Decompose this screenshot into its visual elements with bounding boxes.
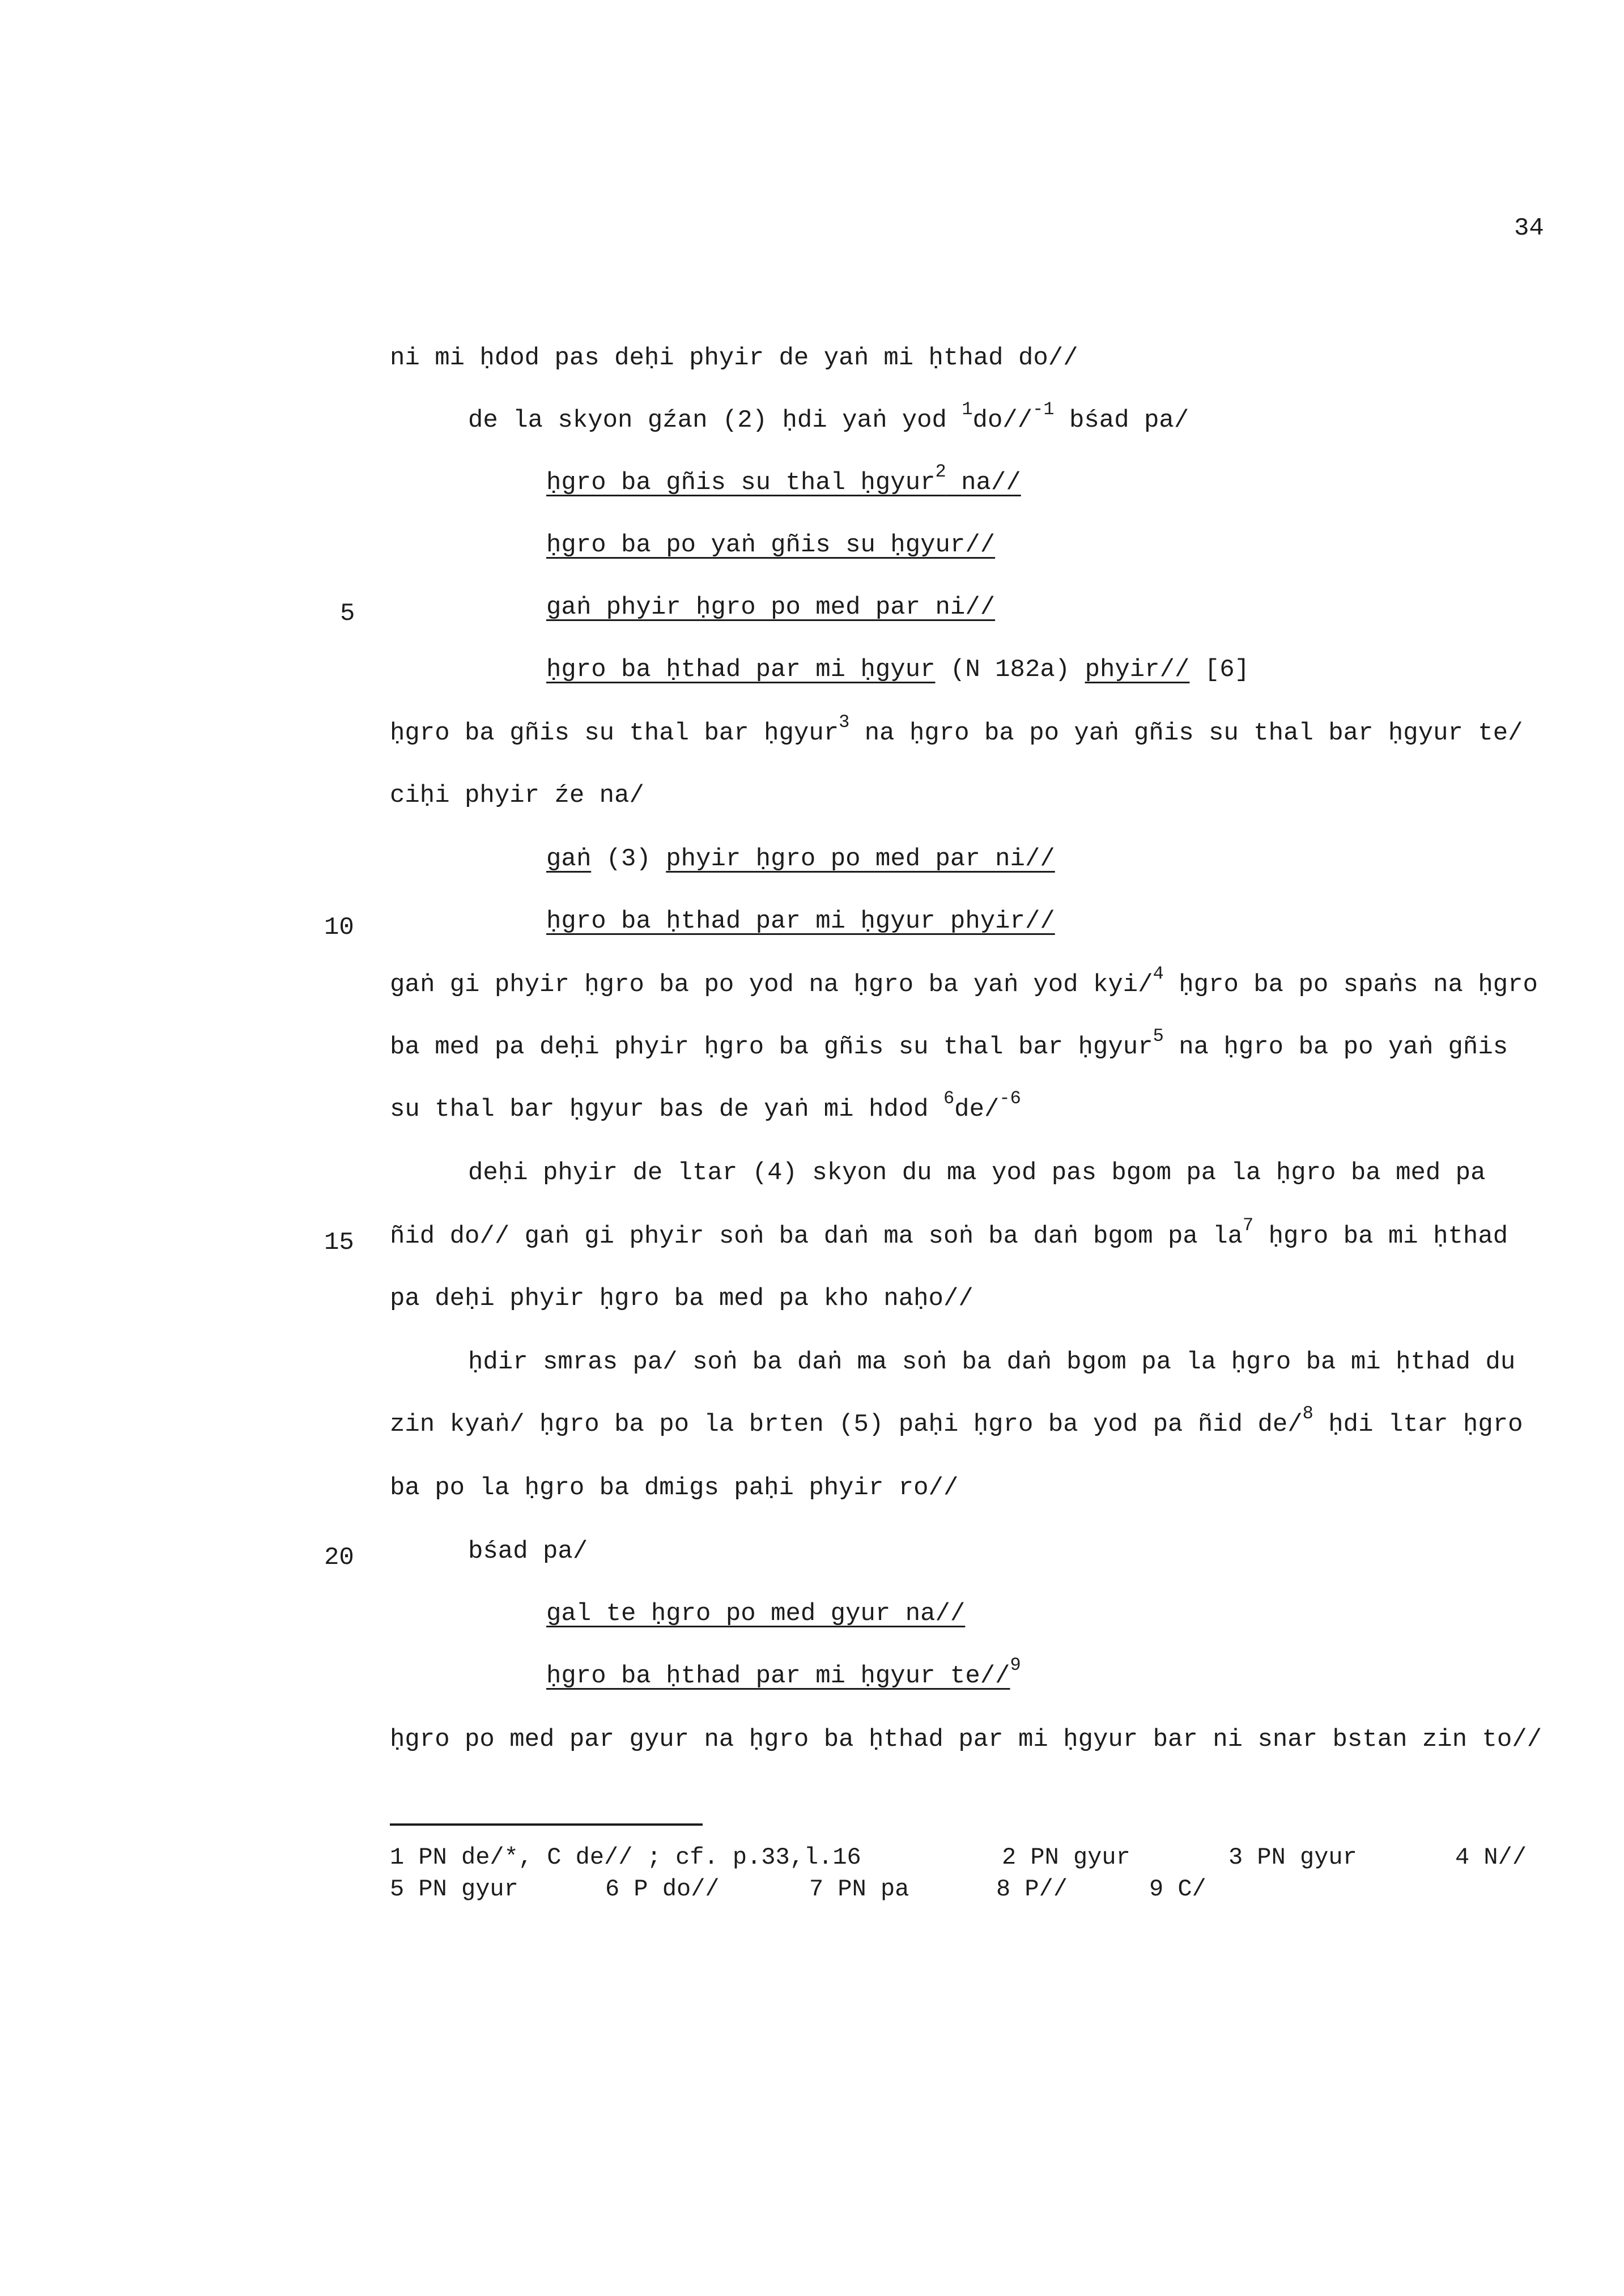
footnote-marker: -6 [999,1088,1021,1109]
footnote-marker: 5 [1153,1026,1164,1047]
footnote-marker: 3 [839,712,850,733]
footnote-marker: -1 [1032,399,1055,420]
footnote-marker: 7 [1243,1215,1254,1236]
text-span: (3) [591,845,666,873]
footnote-1: 1 PN de/*, C de// ; cf. p.33,l.16 [390,1844,861,1871]
line-number-15: 15 [324,1228,354,1257]
verse-line: gaṅ phyir ḥgro po med par ni// [546,593,996,622]
text-span: ḥgro ba ḥthad par mi ḥgyur [546,656,936,684]
text-span: gaṅ [546,845,592,873]
text-line: pa deḥi phyir ḥgro ba med pa kho naḥo// [390,1285,973,1313]
footnote-7: 7 PN pa [809,1876,909,1903]
text-line: ciḥi phyir źe na/ [390,781,644,810]
footnote-marker: 9 [1010,1655,1021,1676]
line-number-20: 20 [324,1544,354,1572]
footnote-9: 9 C/ [1149,1876,1206,1903]
footnote-8: 8 P// [996,1876,1068,1903]
footnote-5: 5 PN gyur [390,1876,518,1903]
verse-line [546,847,1055,871]
text-span: de/ [954,1095,1000,1124]
footnote-marker: 2 [935,461,946,482]
footnote-2: 2 PN gyur [1002,1844,1130,1871]
footnote-4: 4 N// [1455,1844,1527,1871]
text-line: ḥdir smras pa/ soṅ ba daṅ ma soṅ ba daṅ bgom pa la ḥgro ba mi ḥthad du [468,1348,1516,1376]
footnote-row [390,1844,1527,1871]
footnote-row [390,1876,1206,1903]
text-span: ba med pa deḥi phyir ḥgro ba gñis su thal bar ḥgyur [390,1033,1153,1061]
line-number-10: 10 [324,913,354,942]
line-number-5: 5 [340,599,355,628]
text-line [390,1403,1523,1439]
text-span: ḥgro ba mi ḥthad [1253,1222,1508,1251]
footnote-divider [390,1823,703,1826]
text-span: na ḥgro ba po yaṅ gñis su thal bar ḥgyur te/ [849,719,1523,747]
footnote-marker: 8 [1302,1403,1313,1424]
verse-line [546,1655,1021,1690]
text-span: (N 182a) [935,656,1085,684]
text-span: gaṅ gi phyir ḥgro ba po yod na ḥgro ba yaṅ yod kyi/ [390,971,1153,999]
text-span: de la skyon gźan (2) ḥdi yaṅ yod [468,406,962,435]
text-line: ni mi ḥdod pas deḥi phyir de yaṅ mi ḥthad do// [390,344,1078,372]
footnote-6: 6 P do// [605,1876,720,1903]
text-line [390,1026,1508,1061]
verse-line [546,461,1021,497]
text-line: ḥgro po med par gyur na ḥgro ba ḥthad par mi ḥgyur bar ni snar bstan zin to// [390,1725,1542,1754]
footnote-3: 3 PN gyur [1228,1844,1357,1871]
text-span: ḥgro ba gñis su thal ḥgyur [546,469,936,497]
text-line: ba po la ḥgro ba dmigs paḥi phyir ro// [390,1474,959,1502]
text-line: bśad pa/ [468,1537,588,1566]
text-span: zin kyaṅ/ ḥgro ba po la brten (5) paḥi ḥgro ba yod pa ñid de/ [390,1410,1303,1439]
text-line [390,1088,1021,1124]
footnote-marker: 1 [962,399,973,420]
footnote-marker: 6 [943,1088,955,1109]
text-line [468,399,1189,435]
verse-line: gal te ḥgro po med gyur na// [546,1600,966,1628]
text-span: na// [946,469,1021,497]
text-span: su thal bar ḥgyur bas de yaṅ mi hdod [390,1095,943,1124]
verse-line: ḥgro ba ḥthad par mi ḥgyur phyir// [546,907,1055,936]
text-line [390,1215,1508,1251]
text-line: deḥi phyir de ltar (4) skyon du ma yod pas bgom pa la ḥgro ba med pa [468,1159,1486,1187]
text-span: ḥdi ltar ḥgro [1313,1410,1523,1439]
text-span: ḥgro ba po spaṅs na ḥgro [1163,971,1538,999]
text-span: ḥgro ba ḥthad par mi ḥgyur te// [546,1662,1010,1690]
text-line [390,963,1538,999]
verse-line: ḥgro ba po yaṅ gñis su ḥgyur// [546,531,996,559]
text-span: phyir ḥgro po med par ni// [666,845,1055,873]
text-span: ḥgro ba gñis su thal bar ḥgyur [390,719,839,747]
text-span: [6] [1189,656,1250,684]
text-line [390,712,1523,747]
verse-line [546,657,1249,682]
footnote-marker: 4 [1153,963,1164,984]
text-span: phyir// [1085,656,1190,684]
text-span: na ḥgro ba po yaṅ gñis [1163,1033,1508,1061]
text-span: ñid do// gaṅ gi phyir soṅ ba daṅ ma soṅ ba daṅ bgom pa la [390,1222,1243,1251]
text-span: bśad pa/ [1054,406,1189,435]
page-number: 34 [1514,214,1544,243]
text-span: do// [972,406,1033,435]
